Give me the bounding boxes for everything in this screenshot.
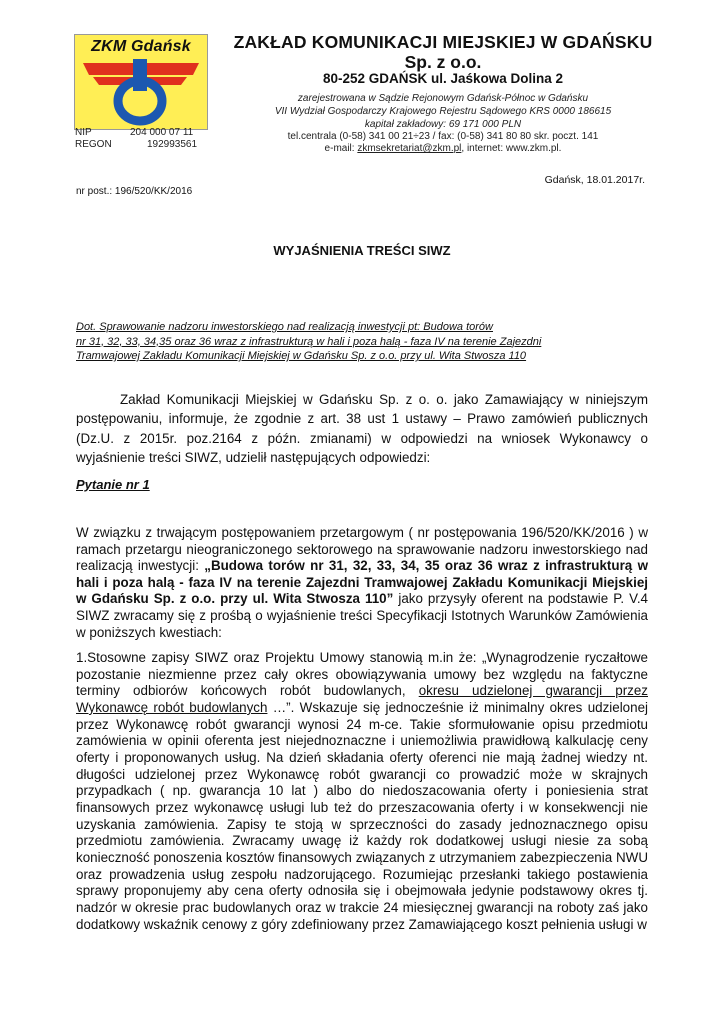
company-address: 80-252 GDAŃSK ul. Jaśkowa Dolina 2 — [322, 71, 564, 86]
point-1-underlined: okresu udzielonej gwarancji przez Wykonawcę robót budowlanych — [76, 683, 648, 715]
internet-text: , internet: www.zkm.pl. — [461, 143, 562, 154]
email-label: e-mail: — [324, 143, 355, 154]
document-title: WYJAŚNIENIA TREŚCI SIWZ — [273, 243, 451, 258]
intro-paragraph — [76, 390, 648, 467]
subject-block — [76, 320, 648, 364]
company-name: ZAKŁAD KOMUNIKACJI MIEJSKIEJ W GDAŃSKU — [233, 32, 653, 52]
reference-number: nr post.: 196/520/KK/2016 — [76, 186, 193, 197]
subject-line: nr 31, 32, 33, 34,35 oraz 36 wraz z infrastrukturą w hali i poza halą - faza IV na terenie Zajezdni — [76, 335, 542, 348]
question-text-cont: jako przysyły oferent na podstawie P. V.4 SIWZ zwracamy się z prośbą o wyjaśnienie treści Specyfikacji Istotnych Warunków Zamówienia w poniższych kwestiach: — [76, 591, 649, 640]
email-link[interactable]: zkmsekretariat@zkm.pl — [357, 143, 462, 154]
regon-value: 192993561 — [147, 139, 198, 150]
question-heading: Pytanie nr 1 — [76, 477, 150, 492]
intro-text: Zakład Komunikacji Miejskiej w Gdańsku Sp. z o. o. jako Zamawiający w niniejszym postępowaniu, informuje, że zgodnie z art. 38 ust 1 ustawy – Prawo zamówień publicznych (Dz.U. z 2015r. poz.2164 z późn. zmianami) w odpowiedzi na wniosek Wykonawcy o wyjaśnienie treści SIWZ, udzielił następujących odpowiedzi: — [76, 392, 648, 465]
company-logo — [74, 34, 208, 130]
nip-value: 204 000 07 11 — [130, 127, 194, 138]
subject-line: Tramwajowej Zakładu Komunikacji Miejskiej w Gdańsku Sp. z o.o. przy ul. Wita Stwosza 110 — [76, 350, 527, 362]
subject-line: Dot. Sprawowanie nadzoru inwestorskiego nad realizacją inwestycji pt: Budowa torów — [76, 321, 493, 333]
question-text: W związku z trwającym postępowaniem przetargowym ( nr postępowania 196/520/KK/2016 ) w ramach przetargu nieograniczonego sektorowego na sprawowanie nadzoru inwestorskiego nad realizacją inwestycji: — [76, 525, 648, 574]
nip-label: NIP — [75, 127, 92, 138]
share-capital: kapitał zakładowy: 69 171 000 PLN — [364, 119, 522, 130]
company-form: Sp. z o.o. — [404, 52, 482, 72]
question-paragraph — [76, 525, 648, 641]
regon-label: REGON — [75, 139, 112, 150]
investment-title: „Budowa torów nr 31, 32, 33, 34, 35 oraz 36 wraz z infrastrukturą w hali i poza halą - faza IV na terenie Zajezdni Tramwajowej Zakładu Komunikacji Miejskiej w Gdańsku Sp. z o.o. przy ul. Wita Stwosza 110” — [76, 558, 648, 607]
registration-court: zarejestrowana w Sądzie Rejonowym Gdańsk-Północ w Gdańsku — [297, 93, 589, 104]
phone-fax: tel.centrala (0-58) 341 00 21÷23 / fax: (0-58) 341 80 80 skr. poczt. 141 — [287, 131, 599, 142]
point-1-text: 1.Stosowne zapisy SIWZ oraz Projektu Umowy stanowią m.in że: „Wynagrodzenie ryczałtowe pozostanie niezmienne przez cały okres obowiązywania umowy bez względu na faktyczne terminy odbiorów końcowych robót budowlanych, — [76, 650, 648, 699]
point-1-text-cont: …”. Wskazuje się jednocześnie iż minimalny okres udzielonej przez Wykonawcę robót gwarancji wynosi 24 m-ce. Takie sformułowanie opisu przedmiotu zamówienia w opinii oferenta jest niejednoznaczne i uniemożliwia prawidłową kalkulację ceny oferty i proponowanych usług. Na dzień składania oferty oferenci nie mają żadnej wiedzy nt. długości udzielonej przez Wykonawcę robót gwarancji co prowadzić może w skrajnych przypadkach ( np. gwarancja 10 lat ) albo do niedoszacowania oferty i poniesienia strat finansowych przez wykonawcę usługi lub też do przeszacowania oferty i w konsekwencji nie uzyskania zamówienia. Zapisy te stoją w sprzeczności do zasady jednoznacznego opisu przedmiotu zamówienia. Zwracamy uwagę iż każdy rok dodatkowej usługi niesie za sobą konieczność ponoszenia kosztów finansowych związanych z utrzymaniem zabezpieczenia NWU oraz prowadzenia usług zespołu nadzorującego. Rozumiejąc przesłanki takiego postawienia sprawy proponujemy aby cena oferty odnosiła się i obejmowała jedynie podstawowy okres tj. nadzór w okresie prac budowlanych oraz w trakcie 24 miesięcznej gwarancji na roboty zaś jako dodatkowy wskaźnik cenowy z góry zdefiniowany przez Zamawiającego koszt pełnienia usługi w — [76, 699, 648, 932]
logo-text: ZKM Gdańsk — [91, 38, 191, 55]
registration-krs: VII Wydział Gospodarczy Krajowego Rejestru Sądowego KRS 0000 186615 — [274, 106, 612, 117]
contact-line — [218, 143, 668, 154]
document-date: Gdańsk, 18.01.2017r. — [544, 174, 645, 186]
point-1-paragraph — [76, 650, 648, 933]
